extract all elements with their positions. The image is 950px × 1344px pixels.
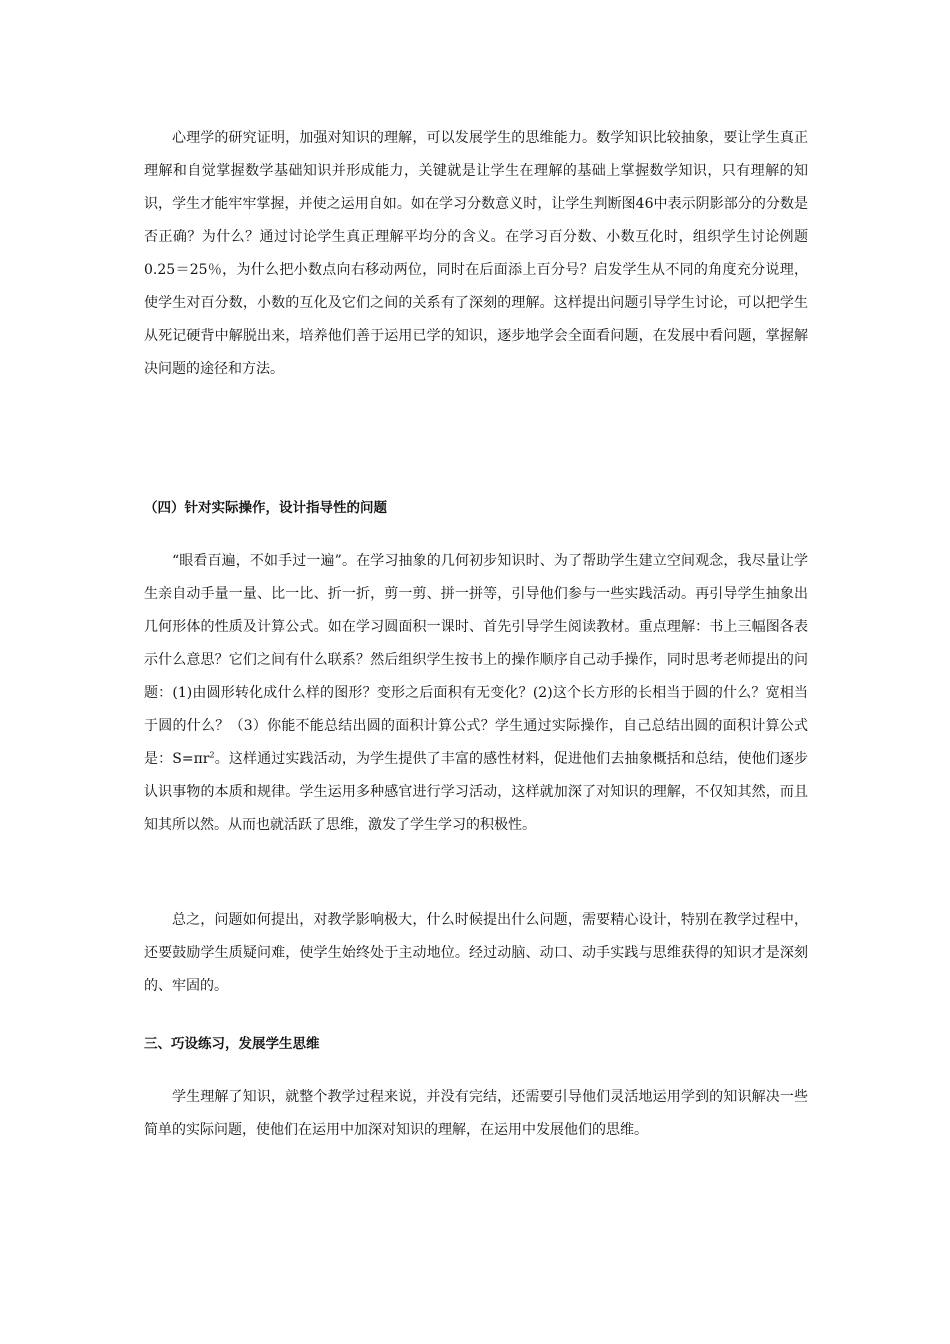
- body-paragraph: [144, 545, 808, 842]
- body-paragraph: 学生理解了知识，就整个教学过程来说，并没有完结，还需要引导他们灵活地运用学到的知识解决一些简单的实际问题，使他们在运用中加深对知识的理解，在运用中发展他们的思维。: [144, 1089, 808, 1138]
- body-paragraph: 心理学的研究证明，加强对知识的理解，可以发展学生的思维能力。数学知识比较抽象，要让学生真正理解和自觉掌握数学基础知识并形成能力，关键就是让学生在理解的基础上掌握数学知识，只有理解的知识，学生才能牢牢掌握，并使之运用自如。如在学习分数意义时，让学生判断图46中表示阴影部分的分数是否正确？为什么？通过讨论学生真正理解平均分的含义。在学习百分数、小数互化时，组织学生讨论例题0.25＝25％，为什么把小数点向右移动两位，同时在后面添上百分号？启发学生从不同的角度充分说理，使学生对百分数，小数的互化及它们之间的关系有了深刻的理解。这样提出问题引导学生讨论，可以把学生从死记硬背中解脱出来，培养他们善于运用已学的知识，逐步地学会全面看问题，在发展中看问题，掌握解决问题的途径和方法。: [144, 130, 808, 377]
- body-paragraph: 总之，问题如何提出，对教学影响极大，什么时候提出什么问题，需要精心设计，特别在教学过程中，还要鼓励学生质疑问难，使学生始终处于主动地位。经过动脑、动口、动手实践与思维获得的知识才是深刻的、牢固的。: [144, 912, 808, 994]
- paragraph-text: 。这样通过实践活动，为学生提供了丰富的感性材料，促进他们去抽象概括和总结，使他们逐步认识事物的本质和规律。学生运用多种感官进行学习活动，这样就加深了对知识的理解，不仅知其然，而且知其所以然。从而也就活跃了思维，激发了学生学习的积极性。: [144, 751, 809, 833]
- section-heading: （四）针对实际操作，设计指导性的问题: [144, 500, 387, 516]
- superscript: 2: [209, 750, 215, 760]
- section-heading: 三、巧设练习，发展学生思维: [144, 1036, 320, 1052]
- paragraph-text: “眼看百遍，不如手过一遍”。在学习抽象的几何初步知识时、为了帮助学生建立空间观念，我尽量让学生亲自动手量一量、比一比、折一折，剪一剪、拼一拼等，引导他们参与一些实践活动。再引导学生抽象出几何形体的性质及计算公式。如在学习圆面积一课时、首先引导学生阅读教材。重点理解：书上三幅图各表示什么意思？它们之间有什么联系？然后组织学生按书上的操作顺序自己动手操作，同时思考老师提出的问题：(1)由圆形转化成什么样的图形？变形之后面积有无变化？(2)这个长方形的长相当于圆的什么？宽相当于圆的什么？（3）你能不能总结出圆的面积计算公式？学生通过实际操作，自己总结出圆的面积计算公式是：S=πr: [144, 553, 808, 767]
